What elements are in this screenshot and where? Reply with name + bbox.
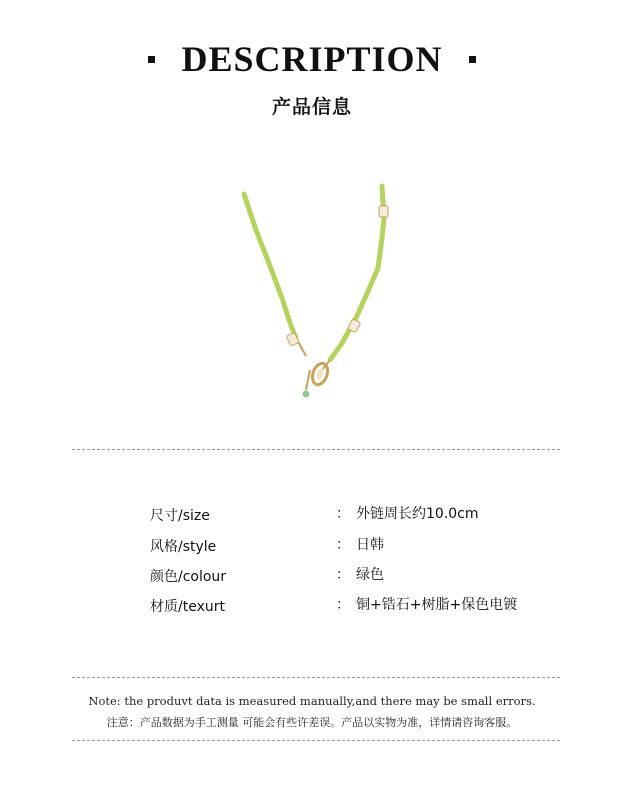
spec-colon: ： — [336, 567, 350, 583]
divider-note-bottom — [72, 740, 560, 741]
title-row — [0, 38, 624, 80]
note-chinese: 注意：产品数据为手工测量 可能会有些许差误。产品以实物为准，详情请咨询客服。 — [106, 716, 518, 729]
title-bullet-right — [469, 56, 476, 63]
necklace-image — [230, 178, 400, 413]
spec-row-colour — [0, 566, 624, 588]
note-english: Note: the produvt data is measured manually,and there may be small errors. — [88, 694, 536, 708]
spec-label: 材质/texurt — [150, 599, 225, 615]
spec-row-material — [0, 596, 624, 618]
spec-row-style — [0, 536, 624, 558]
spec-value: 铜+锆石+树脂+保色电镀 — [356, 597, 518, 613]
spec-row-size — [0, 505, 624, 527]
spec-label: 尺寸/size — [150, 508, 210, 524]
spec-value: 日韩 — [356, 537, 384, 553]
divider-top — [72, 449, 560, 450]
divider-note-top — [72, 677, 560, 678]
drop-bead — [303, 391, 310, 398]
spec-label: 颜色/colour — [150, 569, 227, 585]
spec-colon: ： — [336, 537, 350, 553]
page-title: DESCRIPTION — [181, 39, 443, 79]
spec-value: 绿色 — [356, 567, 384, 583]
spec-colon: ： — [336, 506, 350, 522]
page-subtitle: 产品信息 — [271, 96, 352, 118]
spec-label: 风格/style — [150, 539, 217, 555]
header — [0, 38, 624, 119]
spec-colon: ： — [336, 597, 350, 613]
title-bullet-left — [148, 56, 155, 63]
spec-value: 外链周长约10.0cm — [356, 506, 479, 522]
